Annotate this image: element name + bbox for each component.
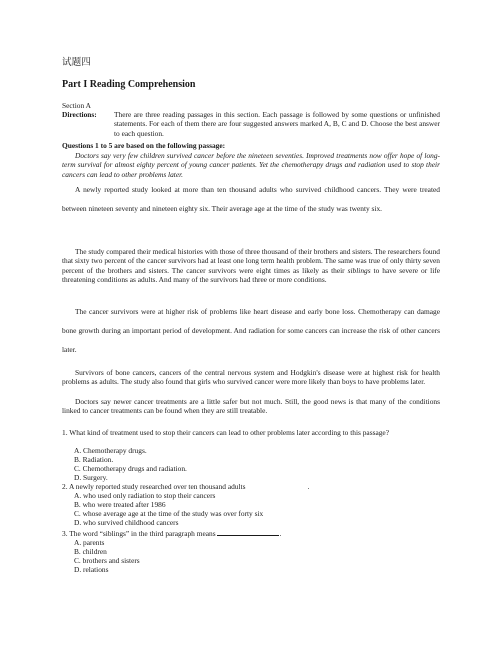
part-title: Part I Reading Comprehension <box>62 79 196 90</box>
question-3-blank[interactable] <box>217 528 282 538</box>
passage-paragraph-4: The cancer survivors were at higher risk of problems like heart disease and early bone loss. Chemotherapy can damage bone growth during an important period of development. And radiation for some cancers can increase the risk of other cancers later. <box>62 307 440 354</box>
question-3-stem-end: . <box>279 529 282 538</box>
question-2-stem <box>62 482 309 491</box>
question-3-option-c[interactable]: C. brothers and sisters <box>74 556 140 565</box>
question-3-option-b[interactable]: B. children <box>74 547 107 556</box>
section-label: Section A <box>62 101 91 110</box>
directions-text: There are three reading passages in this section. Each passage is followed by some questions or unfinished statements. For each of them there are four suggested answers marked A, B, C and D. Choose the best answer to each question. <box>114 110 440 138</box>
passage-paragraph-2: A newly reported study looked at more than ten thousand adults who survived childhood cancers. They were treated between nineteen seventy and nineteen eighty six. Their average age at the time of the study was twenty six. <box>62 185 440 213</box>
passage-paragraph-5: Survivors of bone cancers, cancers of the central nervous system and Hodgkin's disease were at highest risk for health problems as adults. The study also found that girls who survived cancer were more likely than boys to have problems later. <box>62 368 440 387</box>
question-2-stem-text: 2. A newly reported study researched over ten thousand adults <box>62 482 246 491</box>
directions-label: Directions: <box>62 110 97 119</box>
question-3-stem-text: 3. The word “siblings” in the third paragraph means <box>62 529 216 538</box>
question-1-option-a[interactable]: A. Chemotherapy drugs. <box>74 446 147 455</box>
question-1-option-b[interactable]: B. Radiation. <box>74 455 114 464</box>
question-2-option-c[interactable]: C. whose average age at the time of the study was over forty six <box>74 509 264 518</box>
question-1-option-d[interactable]: D. Surgery. <box>74 473 108 482</box>
question-3-option-d[interactable]: D. relations <box>74 565 109 574</box>
passage-paragraph-6: Doctors say newer cancer treatments are a little safer but not much. Still, the good news is that many of the conditions linked to cancer treatments can be found when they are still treatable. <box>62 397 440 416</box>
question-3-stem <box>62 528 281 538</box>
question-2-option-a[interactable]: A. who used only radiation to stop their cancers <box>74 491 216 500</box>
questions-intro: Questions 1 to 5 are based on the following passage: <box>62 141 226 150</box>
question-1-option-c[interactable]: C. Chemotherapy drugs and radiation. <box>74 464 187 473</box>
passage-paragraph-3 <box>62 247 440 284</box>
question-2-option-b[interactable]: B. who were treated after 1986 <box>74 500 166 509</box>
question-2-stem-end: . <box>307 482 310 491</box>
question-2-blank[interactable] <box>245 482 310 491</box>
siblings-word: siblings <box>347 265 371 275</box>
passage-paragraph-3-part-1: The study compared their medical histories with those of three thousand of their brothers and sisters. The researchers found that sixty two percent of the cancer survivors had at least one long term health problem. The same was true of only thirty seven percent of the brothers and sisters. The cancer survivors were eight times as likely as their <box>62 247 440 275</box>
question-2-option-d[interactable]: D. who survived childhood cancers <box>74 518 179 527</box>
question-3-option-a[interactable]: A. parents <box>74 538 105 547</box>
exam-header: 试题四 <box>62 57 91 68</box>
question-1-stem: 1. What kind of treatment used to stop their cancers can lead to other problems later according to this passage? <box>62 428 389 437</box>
passage-paragraph-3-part-2: to have severe or life threatening conditions as adults. And many of the survivors had three or more conditions. <box>62 265 441 284</box>
passage-paragraph-1: Doctors say very few children survived cancer before the nineteen seventies. Improved treatments now offer hope of long-term survival for almost eighty percent of young cancer patients. Yet the chemotherapy drugs and radiation used to stop their cancers can lead to other problems later. <box>62 151 440 179</box>
